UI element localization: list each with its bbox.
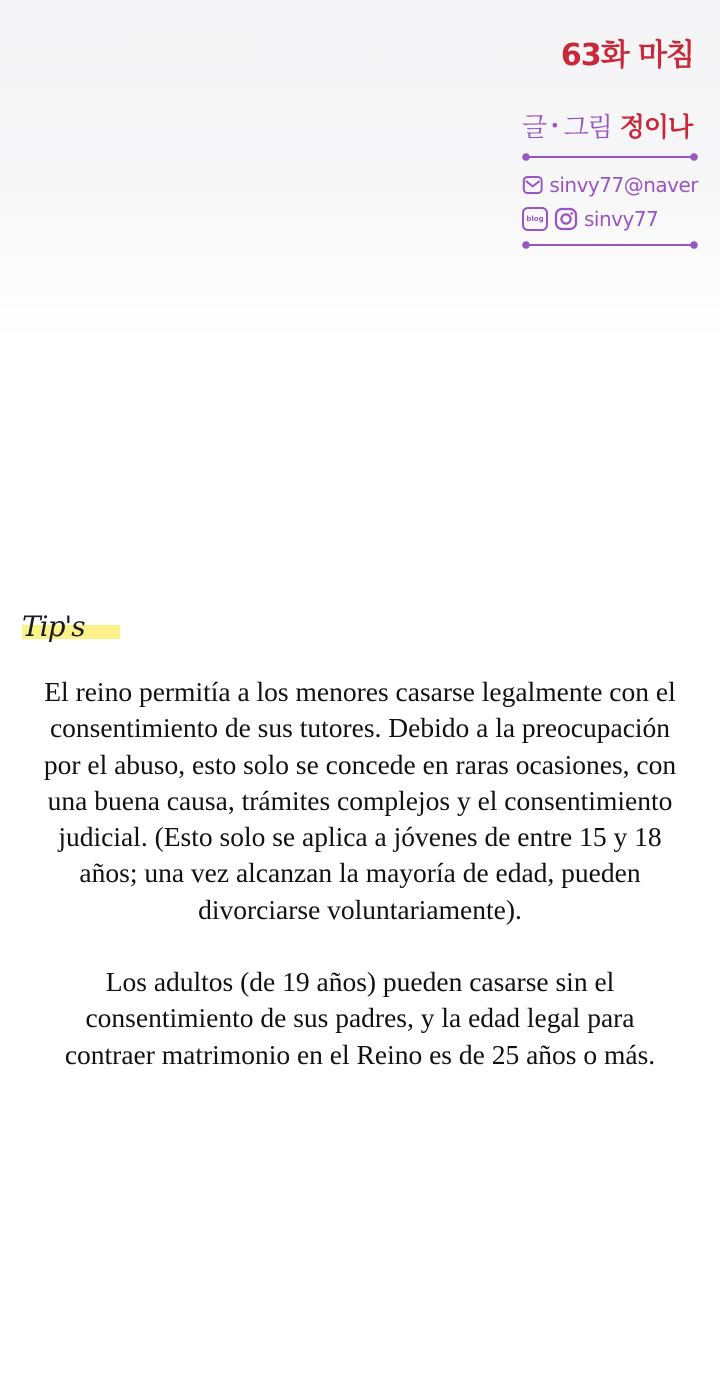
social-handle[interactable]: sinvy77 bbox=[584, 207, 659, 231]
author-name: 정이나 bbox=[619, 112, 693, 143]
email-row bbox=[522, 168, 698, 202]
author-line bbox=[522, 104, 698, 146]
episode-end-title: 63화 마침 bbox=[560, 38, 694, 73]
tips-paragraph-1: El reino permitía a los menores casarse legalmente con el consentimiento de sus tutores. Debido a la preocupación por el abuso, esto solo se concede en raras ocasiones, con una buena causa, trámites complejos y el consentimiento judicial. (Esto solo se aplica a jóvenes de entre 15 y 18 años; una vez alcanzan la mayoría de edad, pueden divorciarse voluntariamente). bbox=[43, 676, 677, 925]
email-address[interactable]: sinvy77@naver bbox=[549, 173, 698, 197]
top-divider bbox=[522, 152, 698, 162]
tips-label: Tip's bbox=[22, 610, 85, 643]
mail-icon bbox=[522, 173, 543, 197]
artist-label: 그림 bbox=[563, 112, 612, 143]
tips-heading bbox=[22, 610, 85, 646]
author-credits bbox=[522, 104, 698, 250]
writer-label: 글 bbox=[522, 112, 547, 143]
instagram-icon[interactable] bbox=[554, 207, 578, 231]
social-row bbox=[522, 202, 698, 236]
blog-icon[interactable]: blog bbox=[522, 207, 548, 231]
separator-dot: • bbox=[550, 115, 560, 135]
bottom-divider bbox=[522, 240, 698, 250]
tips-body bbox=[40, 674, 680, 1073]
tips-paragraph-2: Los adultos (de 19 años) pueden casarse sin el consentimiento de sus padres, y la edad legal para contraer matrimonio en el Reino es de 25 años o más. bbox=[64, 966, 656, 1070]
